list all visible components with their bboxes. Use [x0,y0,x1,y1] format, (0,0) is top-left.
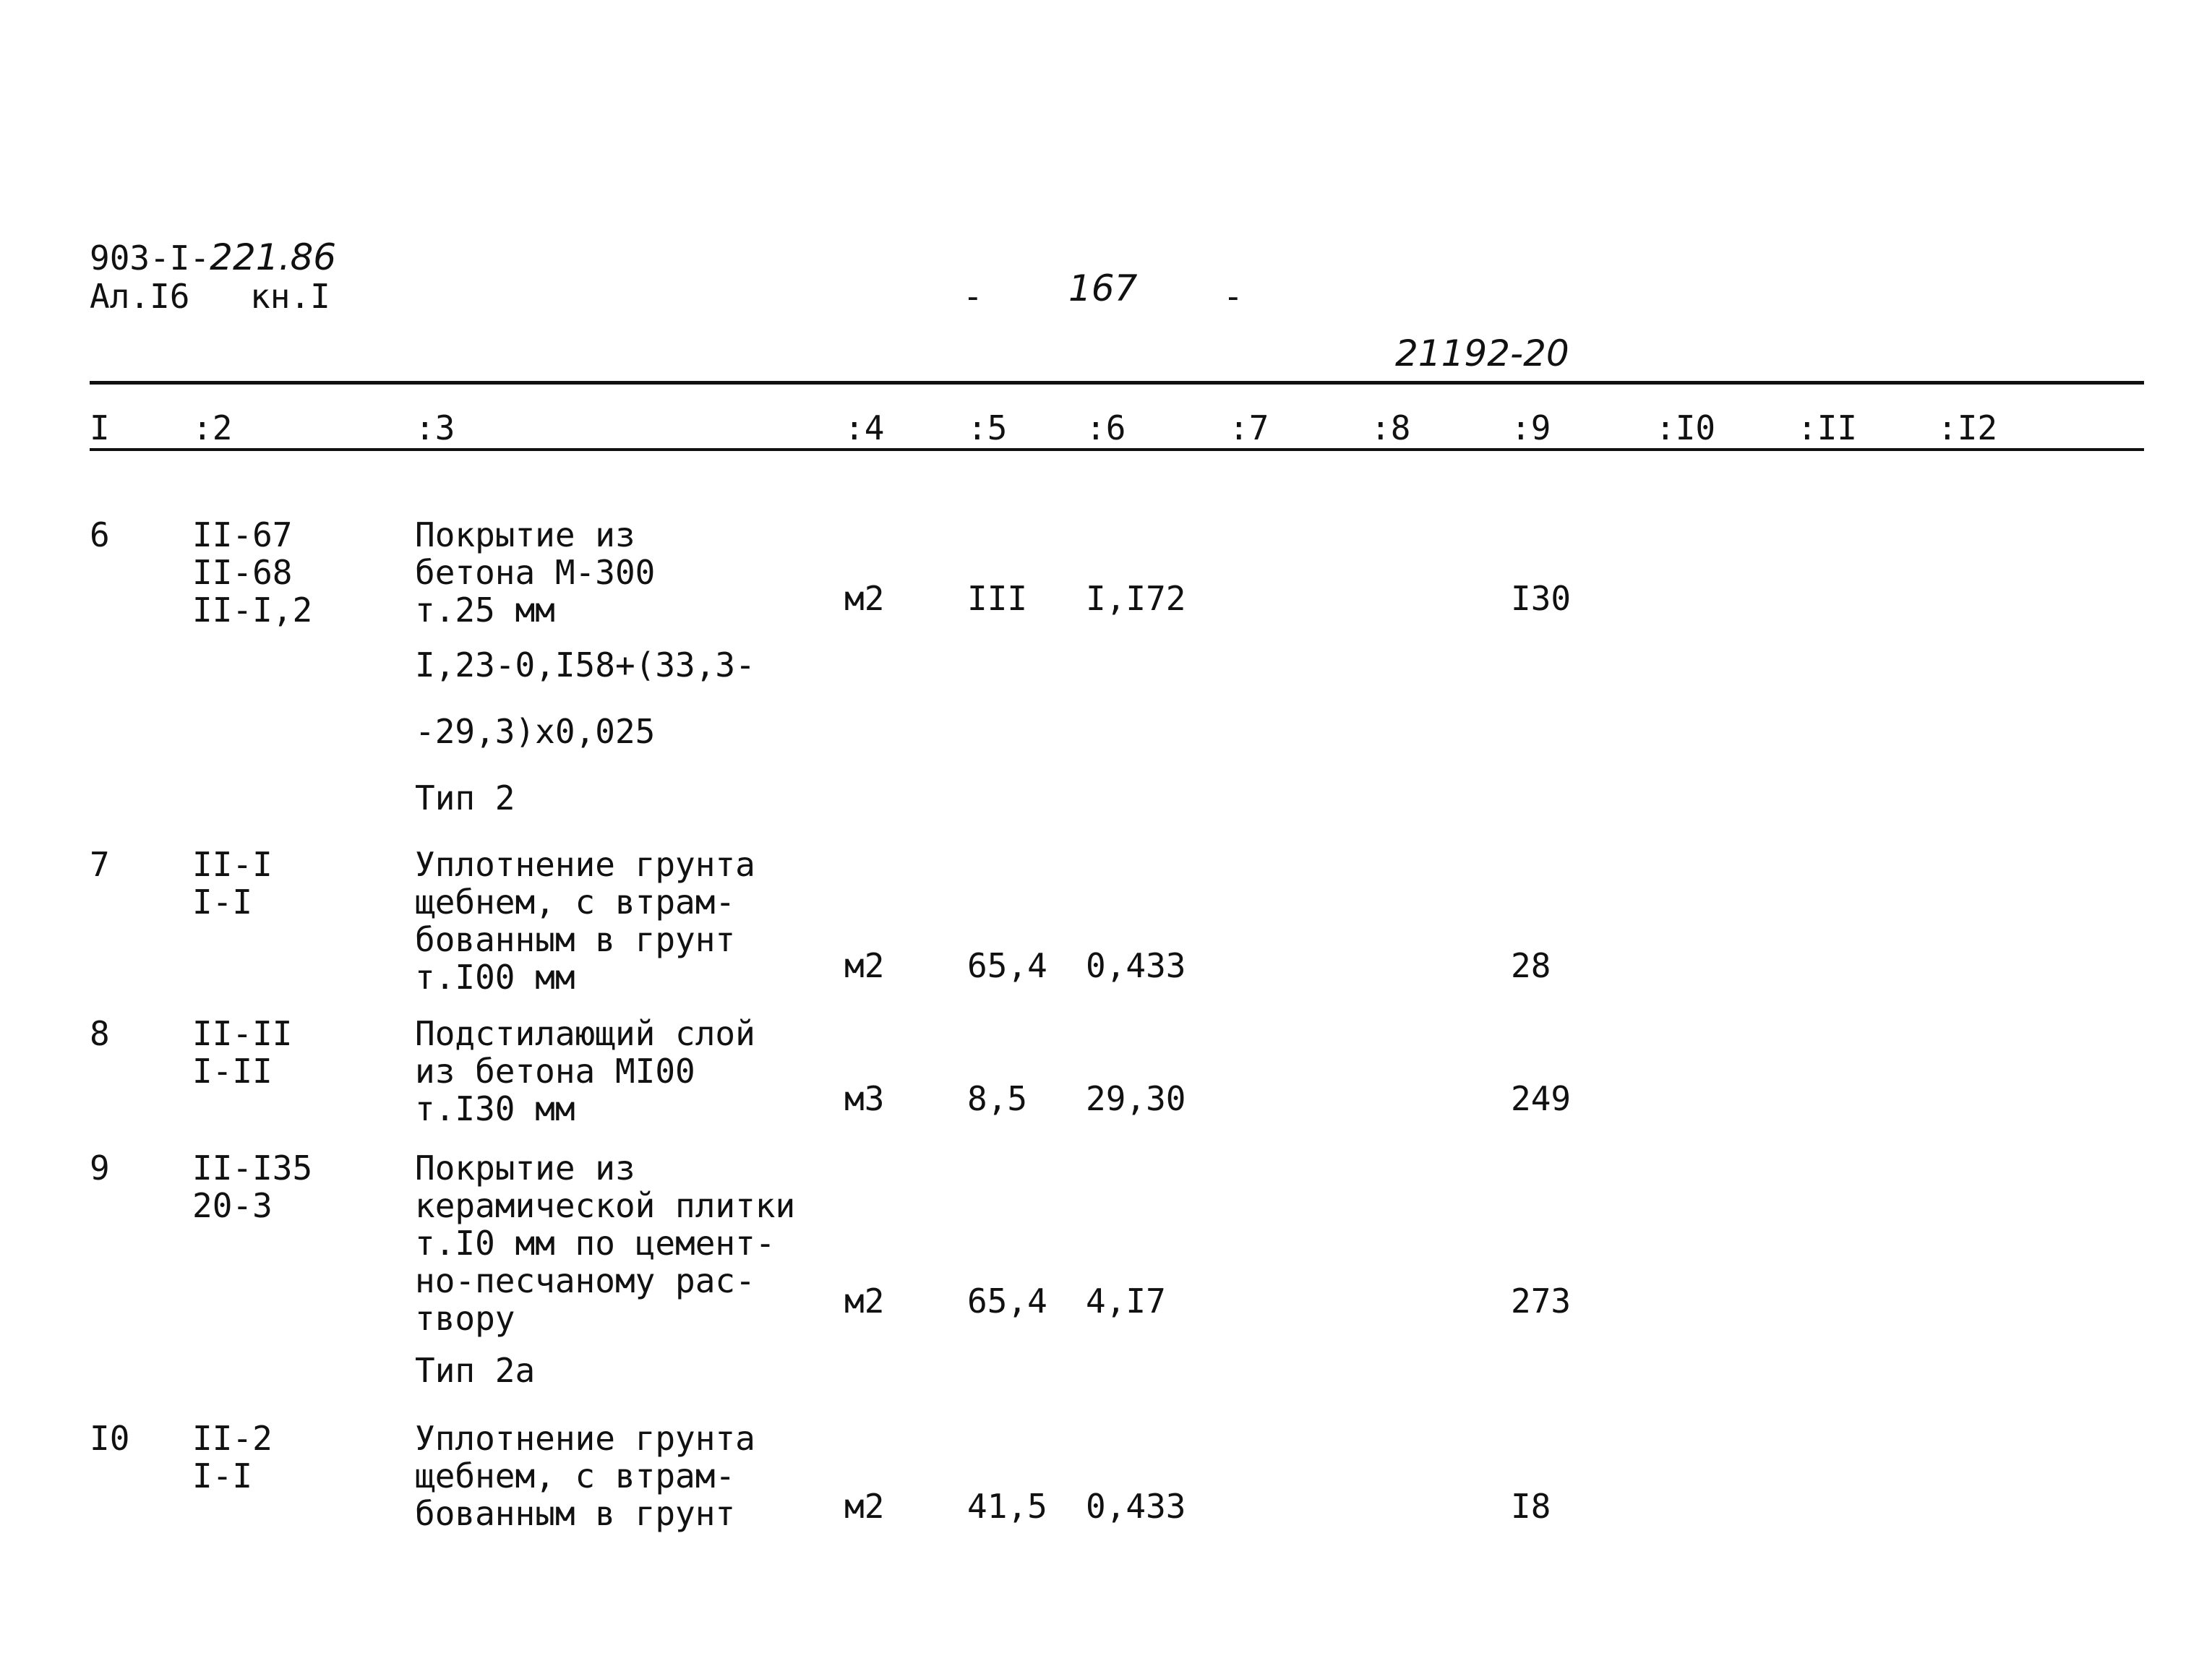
document-code-handwritten: 221.86 [210,236,337,278]
row-description: Покрытие из керамической плитки т.I0 мм по цемент- но-песчаному рас- твору [415,1149,796,1338]
column-header-6: :6 [1086,408,1126,447]
section-type-label: Тип 2 [415,778,515,817]
table-top-rule [90,381,2144,385]
row-unit-price: 4,I7 [1086,1282,1166,1321]
row-total: 249 [1511,1079,1572,1118]
page-dash-right: - [1223,277,1243,316]
row-quantity: 8,5 [967,1079,1028,1118]
column-header-4: :4 [844,408,885,447]
calculation-formula-line-2: -29,3)x0,025 [415,712,656,751]
row-codes: II-I I-I [192,845,273,922]
row-total: I30 [1511,579,1572,618]
row-number: 8 [90,1014,110,1053]
row-codes: II-I35 20-3 [192,1149,313,1225]
page-dash-left: - [963,277,983,316]
stamp-number: 21192-20 [1395,332,1569,374]
row-unit-price: 0,433 [1086,946,1186,985]
row-unit: м2 [844,579,885,618]
row-number: 7 [90,845,110,884]
row-description: Подстилающий слой из бетона МI00 т.I30 мм [415,1014,755,1128]
column-header-7: :7 [1229,408,1269,447]
row-unit: м3 [844,1079,885,1118]
column-header-9: :9 [1511,408,1551,447]
column-header-3: :3 [415,408,455,447]
row-unit-price: I,I72 [1086,579,1186,618]
row-number: 9 [90,1149,110,1188]
row-description: Уплотнение грунта щебнем, с втрам- бованным в грунт т.I00 мм [415,845,755,997]
row-unit: м2 [844,1487,885,1526]
row-description: Уплотнение грунта щебнем, с втрам- бованным в грунт [415,1419,755,1533]
row-quantity: 41,5 [967,1487,1047,1526]
column-header-1: I [90,408,110,447]
column-header-5: :5 [967,408,1008,447]
page-number: 167 [1068,267,1138,309]
row-total: 273 [1511,1282,1572,1321]
album-label: Ал.I6 [90,277,190,316]
column-header-2: :2 [192,408,233,447]
row-description: Покрытие из бетона М-300 т.25 мм [415,515,656,630]
row-unit: м2 [844,1282,885,1321]
document-code-typed: 903-I- [90,239,210,278]
row-quantity: 65,4 [967,1282,1047,1321]
book-label: кн.I [250,277,330,316]
document-code [90,236,337,278]
column-header-11: :II [1797,408,1858,447]
row-number: 6 [90,515,110,554]
row-unit-price: 29,30 [1086,1079,1186,1118]
column-header-10: :I0 [1655,408,1716,447]
row-unit: м2 [844,946,885,985]
row-codes: II-II I-II [192,1014,293,1091]
column-header-12: :I2 [1937,408,1998,447]
row-codes: II-2 I-I [192,1419,273,1495]
row-total: 28 [1511,946,1551,985]
row-codes: II-67 II-68 II-I,2 [192,515,313,630]
column-header-8: :8 [1371,408,1411,447]
row-total: I8 [1511,1487,1551,1526]
row-quantity: III [967,579,1028,618]
column-header-underline [90,448,2144,451]
row-unit-price: 0,433 [1086,1487,1186,1526]
row-number: I0 [90,1419,130,1458]
row-quantity: 65,4 [967,946,1047,985]
section-type-label: Тип 2а [415,1351,536,1390]
calculation-formula-line-1: I,23-0,I58+(33,3- [415,645,755,684]
